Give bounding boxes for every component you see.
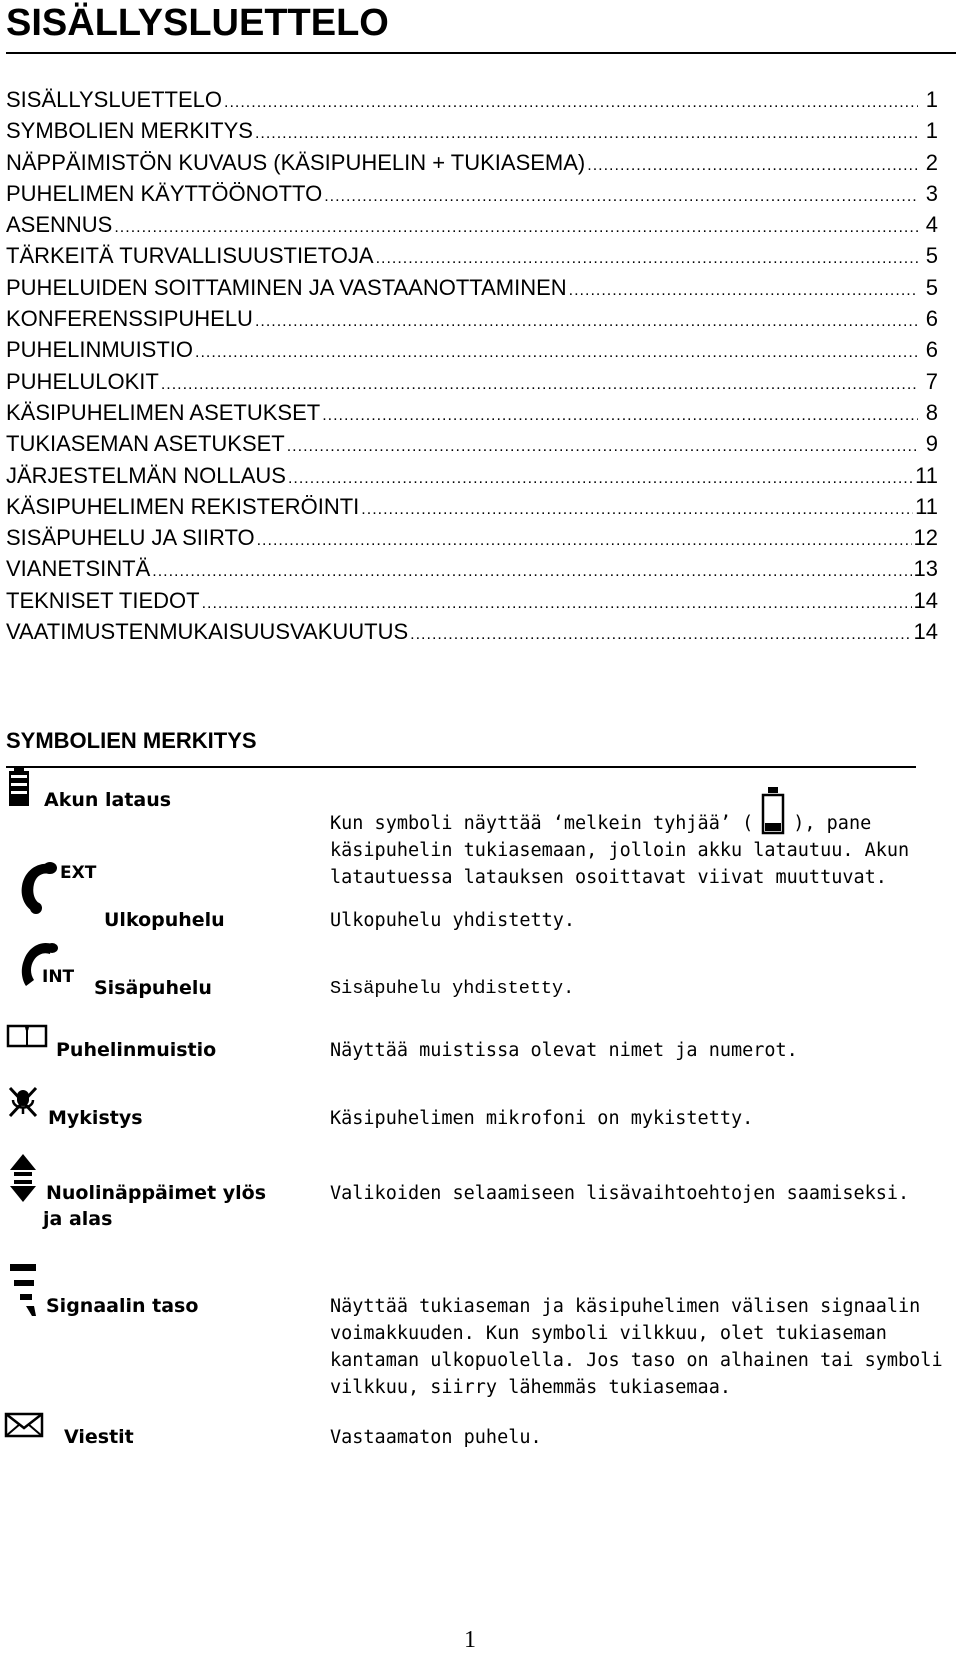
internal-call-label: Sisäpuhelu	[94, 977, 212, 999]
arrow-keys-description: Valikoiden selaamiseen lisävaihtoehtojen saamiseksi.	[330, 1183, 910, 1204]
toc-dot-leader	[202, 595, 912, 613]
toc-entry-title: NÄPPÄIMISTÖN KUVAUS (KÄSIPUHELIN + TUKIASEMA)	[6, 149, 586, 175]
toc-entry-page: 9	[925, 431, 938, 457]
toc-dot-leader	[376, 250, 918, 268]
phonebook-icon	[6, 1024, 48, 1048]
mute-description: Käsipuhelimen mikrofoni on mykistetty.	[330, 1108, 754, 1129]
toc-entry-page: 1	[925, 87, 938, 112]
toc-entry-page: 13	[913, 556, 938, 582]
toc-entry[interactable]	[6, 619, 938, 650]
battery-desc-part1: Kun symboli näyttää ‘melkein tyhjää’ (	[330, 813, 754, 834]
toc-dot-leader	[410, 626, 911, 644]
signal-label: Signaalin taso	[46, 1295, 199, 1317]
toc-entry-title: KÄSIPUHELIMEN ASETUKSET	[6, 399, 321, 425]
section-divider	[6, 766, 916, 768]
toc-entry-title: PUHELINMUISTIO	[6, 337, 194, 363]
toc-entry[interactable]	[6, 431, 938, 462]
toc-entry-page: 6	[925, 337, 938, 363]
toc-entry[interactable]	[6, 87, 938, 118]
toc-entry[interactable]	[6, 369, 938, 400]
title-divider	[6, 52, 956, 54]
toc-dot-leader	[255, 313, 918, 331]
battery-description	[330, 787, 930, 891]
phonebook-label: Puhelinmuistio	[56, 1039, 217, 1061]
toc-dot-leader	[361, 501, 913, 519]
external-call-label: Ulkopuhelu	[104, 909, 225, 931]
external-icon-text: EXT	[60, 863, 97, 883]
toc-dot-leader	[161, 376, 918, 394]
signal-desc-line: voimakkuuden. Kun symboli vilkkuu, olet tukiaseman	[330, 1323, 887, 1344]
toc-entry-page: 8	[925, 399, 938, 425]
toc-entry-title: TUKIASEMAN ASETUKSET	[6, 431, 285, 457]
toc-entry-title: VAATIMUSTENMUKAISUUSVAKUUTUS	[6, 619, 409, 645]
toc-entry[interactable]	[6, 337, 938, 368]
toc-dot-leader	[324, 188, 918, 206]
mute-icon	[8, 1086, 38, 1120]
toc-entry-page: 5	[925, 243, 938, 269]
messages-description: Vastaamaton puhelu.	[330, 1427, 542, 1448]
arrow-keys-label-line1: Nuolinäppäimet ylös	[46, 1182, 267, 1204]
toc-dot-leader	[152, 563, 911, 581]
battery-desc-part2: ), pane	[793, 813, 872, 834]
toc-entry-title: JÄRJESTELMÄN NOLLAUS	[6, 462, 286, 488]
table-of-contents	[6, 87, 938, 650]
toc-dot-leader	[114, 219, 918, 237]
toc-entry-title: SYMBOLIEN MERKITYS	[6, 118, 253, 144]
arrow-keys-icon	[8, 1152, 38, 1204]
toc-entry-page: 5	[925, 274, 938, 300]
toc-entry[interactable]	[6, 494, 938, 525]
toc-dot-leader	[288, 470, 913, 488]
toc-entry[interactable]	[6, 525, 938, 556]
signal-desc-line: Näyttää tukiaseman ja käsipuhelimen välisen signaalin	[330, 1296, 921, 1317]
toc-dot-leader	[569, 282, 918, 300]
toc-entry-title: SISÄLLYSLUETTELO	[6, 87, 223, 112]
toc-entry[interactable]	[6, 243, 938, 274]
arrow-keys-label	[43, 1180, 267, 1232]
toc-entry[interactable]	[6, 275, 938, 306]
toc-dot-leader	[322, 407, 918, 425]
toc-entry-page: 1	[925, 118, 938, 144]
toc-entry-page: 4	[925, 212, 938, 238]
toc-entry[interactable]	[6, 212, 938, 243]
battery-desc-line3: latautuessa latauksen osoittavat viivat muuttuvat.	[330, 867, 887, 888]
toc-entry-page: 7	[925, 368, 938, 394]
toc-entry-title: TEKNISET TIEDOT	[6, 587, 200, 613]
toc-entry[interactable]	[6, 306, 938, 337]
internal-call-description: Sisäpuhelu yhdistetty.	[330, 978, 575, 999]
toc-entry-page: 14	[913, 619, 938, 645]
toc-entry[interactable]	[6, 118, 938, 149]
toc-entry-page: 12	[913, 525, 938, 551]
toc-entry-title: PUHELIMEN KÄYTTÖÖNOTTO	[6, 180, 323, 206]
envelope-icon	[4, 1412, 44, 1438]
toc-entry-page: 11	[915, 462, 938, 488]
toc-dot-leader	[195, 344, 918, 362]
toc-entry[interactable]	[6, 556, 938, 587]
internal-icon-text: INT	[42, 967, 75, 987]
toc-entry-title: TÄRKEITÄ TURVALLISUUSTIETOJA	[6, 243, 374, 269]
battery-low-icon	[761, 787, 785, 835]
toc-dot-leader	[287, 438, 918, 456]
toc-entry-page: 11	[915, 493, 938, 519]
page-number: 1	[464, 1627, 476, 1653]
battery-desc-line2: käsipuhelin tukiasemaan, jolloin akku latautuu. Akun	[330, 840, 910, 861]
phonebook-description: Näyttää muistissa olevat nimet ja numerot.	[330, 1040, 798, 1061]
toc-entry-page: 6	[925, 306, 938, 332]
toc-entry-page: 14	[913, 587, 938, 613]
toc-entry-title: VIANETSINTÄ	[6, 556, 151, 582]
toc-entry-page: 2	[925, 149, 938, 175]
toc-entry[interactable]	[6, 463, 938, 494]
battery-label: Akun lataus	[44, 789, 172, 811]
toc-entry-title: KONFERENSSIPUHELU	[6, 306, 253, 332]
toc-entry[interactable]	[6, 588, 938, 619]
toc-entry-title: ASENNUS	[6, 212, 113, 238]
toc-entry[interactable]	[6, 181, 938, 212]
messages-label: Viestit	[64, 1426, 134, 1448]
external-call-icon	[16, 858, 108, 914]
signal-description	[330, 1293, 943, 1401]
signal-icon	[8, 1262, 38, 1318]
toc-entry-title: PUHELUIDEN SOITTAMINEN JA VASTAANOTTAMINEN	[6, 274, 567, 300]
toc-entry[interactable]	[6, 400, 938, 431]
mute-label: Mykistys	[48, 1107, 143, 1129]
toc-entry[interactable]	[6, 150, 938, 181]
page-title: SISÄLLYSLUETTELO	[6, 2, 389, 44]
toc-dot-leader	[257, 532, 912, 550]
signal-desc-line: kantaman ulkopuolella. Jos taso on alhainen tai symboli	[330, 1350, 943, 1371]
internal-call-icon	[12, 938, 92, 990]
battery-icon	[8, 767, 30, 807]
toc-dot-leader	[224, 94, 918, 112]
signal-desc-line: vilkkuu, siirry lähemmäs tukiasemaa.	[330, 1377, 731, 1398]
toc-dot-leader	[255, 125, 918, 143]
toc-entry-title: PUHELULOKIT	[6, 368, 159, 394]
section-title: SYMBOLIEN MERKITYS	[6, 728, 257, 753]
toc-entry-title: KÄSIPUHELIMEN REKISTERÖINTI	[6, 493, 360, 519]
toc-entry-title: SISÄPUHELU JA SIIRTO	[6, 525, 255, 551]
toc-dot-leader	[587, 157, 918, 175]
arrow-keys-label-line2: ja alas	[43, 1208, 113, 1230]
toc-entry-page: 3	[925, 180, 938, 206]
external-call-description: Ulkopuhelu yhdistetty.	[330, 910, 576, 931]
